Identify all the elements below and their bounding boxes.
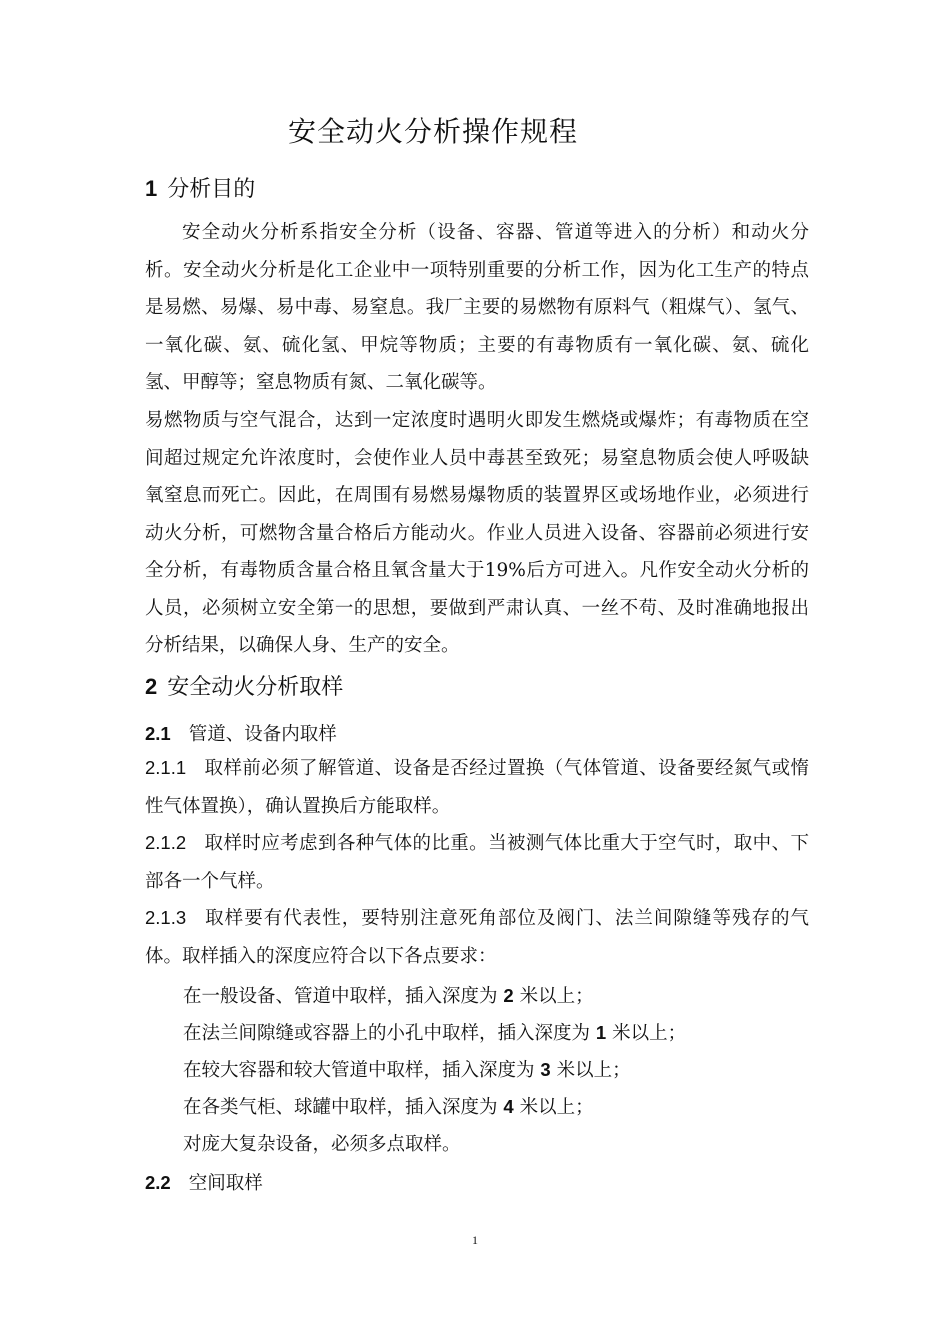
section-number: 2.1.3 (145, 907, 187, 928)
section-text: 取样时应考虑到各种气体的比重。当被测气体比重大于空气时，取中、下部各一个气样。 (145, 833, 809, 892)
section-2-heading (145, 670, 343, 701)
item-value: 3 (540, 1059, 551, 1080)
section-number: 2 (145, 674, 158, 699)
section-1-heading (145, 172, 255, 203)
item-text: 在各类气柜、球罐中取样，插入深度为 (183, 1097, 504, 1118)
section-text: 取样前必须了解管道、设备是否经过置换（气体管道、设备要经氮气或惰性气体置换），确认置换后方能取样。 (145, 758, 809, 817)
item-text: 在一般设备、管道中取样，插入深度为 (183, 986, 504, 1007)
section-2-1-1 (145, 749, 809, 825)
item-value: 4 (503, 1096, 514, 1117)
list-item (183, 1093, 594, 1119)
item-text: 米以上； (513, 986, 594, 1007)
section-2-1-3 (145, 899, 809, 975)
section-title: 空间取样 (188, 1173, 263, 1194)
document-title: 安全动火分析操作规程 (287, 115, 578, 148)
item-text: 米以上； (550, 1060, 631, 1081)
item-text: 米以上； (606, 1023, 687, 1044)
paragraph-2: 易燃物质与空气混合，达到一定浓度时遇明火即发生燃烧或爆炸；有毒物质在空间超过规定允许浓度时，会使作业人员中毒甚至致死；易窒息物质会使人呼吸缺氧窒息而死亡。因此，在周围有易燃易爆物质的装置界区或场地作业，必须进行动火分析，可燃物含量合格后方能动火。作业人员进入设备、容器前必须进行安全分析，有毒物质含量合格且氧含量大于19%后方可进入。凡作安全动火分析的人员，必须树立安全第一的思想，要做到严肃认真、一丝不苟、及时准确地报出分析结果，以确保人身、生产的安全。 (145, 410, 809, 656)
section-title: 分析目的 (167, 177, 256, 202)
list-item (183, 982, 594, 1008)
item-text: 在较大容器和较大管道中取样，插入深度为 (183, 1060, 541, 1081)
section-title: 管道、设备内取样 (188, 724, 337, 745)
item-value: 2 (503, 985, 514, 1006)
list-item (183, 1056, 631, 1082)
section-number: 2.1 (145, 723, 171, 744)
list-item (183, 1130, 461, 1156)
item-text: 在法兰间隙缝或容器上的小孔中取样，插入深度为 (183, 1023, 596, 1044)
section-2-1-2 (145, 824, 809, 900)
section-number: 2.1.2 (145, 832, 187, 853)
page-number: 1 (472, 1233, 478, 1247)
item-value: 1 (595, 1022, 607, 1043)
list-item (183, 1019, 686, 1045)
item-text: 米以上； (513, 1097, 594, 1118)
section-number: 2.1.1 (145, 757, 187, 778)
section-number: 1 (145, 176, 158, 201)
section-title: 安全动火分析取样 (167, 675, 344, 700)
section-2-1-heading (145, 720, 337, 746)
paragraph-1: 安全动火分析系指安全分析（设备、容器、管道等进入的分析）和动火分析。安全动火分析是化工企业中一项特别重要的分析工作，因为化工生产的特点是易燃、易爆、易中毒、易窒息。我厂主要的易燃物有原料气（粗煤气）、氢气、一氧化碳、氨、硫化氢、甲烷等物质；主要的有毒物质有一氧化碳、氨、硫化氢、甲醇等；窒息物质有氮、二氧化碳等。 (145, 222, 809, 393)
section-text: 取样要有代表性，要特别注意死角部位及阀门、法兰间隙缝等残存的气体。取样插入的深度应符合以下各点要求： (145, 908, 809, 967)
section-number: 2.2 (145, 1172, 171, 1193)
section-2-2-heading (145, 1169, 263, 1195)
item-text: 对庞大复杂设备，必须多点取样。 (183, 1134, 461, 1155)
